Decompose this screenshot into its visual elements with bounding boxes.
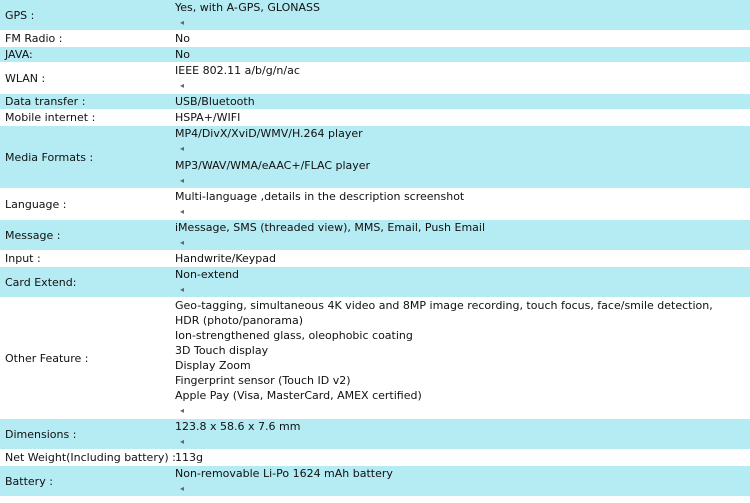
spec-value-line: Non-removable Li-Po 1624 mAh battery [175, 467, 393, 480]
spec-value-group [175, 63, 750, 93]
spec-row [0, 450, 750, 465]
spec-label: Input : [0, 251, 172, 266]
spec-label: Language : [0, 189, 172, 219]
expand-arrow-icon[interactable]: ◂ [180, 207, 185, 216]
spec-row [0, 94, 750, 109]
spec-value-line: iMessage, SMS (threaded view), MMS, Email, Push Email [175, 221, 486, 234]
expand-arrow-icon[interactable]: ◂ [180, 238, 185, 247]
spec-label: Other Feature : [0, 298, 172, 418]
spec-label: Card Extend: [0, 267, 172, 297]
spec-value-group [175, 298, 750, 418]
spec-label: Media Formats : [0, 126, 172, 188]
spec-value [172, 47, 750, 62]
spec-value-line: 123.8 x 58.6 x 7.6 mm [175, 420, 301, 433]
spec-value [172, 63, 750, 93]
spec-value [172, 31, 750, 46]
spec-row [0, 63, 750, 93]
expand-arrow-icon[interactable]: ◂ [180, 18, 185, 27]
spec-value-line: HDR (photo/panorama) [175, 314, 304, 327]
spec-value-line: Multi-language ,details in the description screenshot [175, 190, 465, 203]
spec-row [0, 466, 750, 496]
spec-label: Mobile internet : [0, 110, 172, 125]
spec-row [0, 267, 750, 297]
spec-value-group [175, 47, 750, 62]
spec-value-line: Yes, with A-GPS, GLONASS [175, 1, 321, 14]
spec-row [0, 220, 750, 250]
spec-value-line: Handwrite/Keypad [175, 252, 276, 265]
spec-value [172, 189, 750, 219]
spec-value-group [175, 251, 750, 266]
spec-value-line: Ion-strengthened glass, oleophobic coating [175, 329, 413, 342]
spec-row [0, 189, 750, 219]
spec-value-group [175, 158, 750, 188]
spec-value-line: No [175, 48, 190, 61]
spec-value [172, 0, 750, 30]
spec-value [172, 466, 750, 496]
spec-row [0, 251, 750, 266]
spec-value [172, 220, 750, 250]
spec-value-line: No [175, 32, 190, 45]
spec-value-group [175, 94, 750, 109]
spec-value-group [175, 450, 750, 465]
spec-value-line: Display Zoom [175, 359, 251, 372]
spec-value-line: Apple Pay (Visa, MasterCard, AMEX certified) [175, 389, 422, 402]
spec-value-line: 3D Touch display [175, 344, 269, 357]
spec-row [0, 419, 750, 449]
spec-value-group [175, 267, 750, 297]
spec-value-group [175, 31, 750, 46]
spec-value-line: 113g [175, 451, 203, 464]
expand-arrow-icon[interactable]: ◂ [180, 144, 185, 153]
spec-label: Message : [0, 220, 172, 250]
spec-value-group [175, 419, 750, 449]
spec-value-group [175, 466, 750, 496]
spec-value [172, 450, 750, 465]
spec-row [0, 0, 750, 30]
spec-value-line: MP4/DivX/XviD/WMV/H.264 player [175, 127, 363, 140]
spec-label: FM Radio : [0, 31, 172, 46]
spec-value-line: MP3/WAV/WMA/eAAC+/FLAC player [175, 159, 371, 172]
spec-row [0, 110, 750, 125]
spec-value-group [175, 110, 750, 125]
spec-value-line: Fingerprint sensor (Touch ID v2) [175, 374, 351, 387]
spec-value-group [175, 126, 750, 156]
spec-value-line: Non-extend [175, 268, 240, 281]
expand-arrow-icon[interactable]: ◂ [180, 437, 185, 446]
spec-label: Net Weight(Including battery) : [0, 450, 172, 465]
spec-label: Data transfer : [0, 94, 172, 109]
expand-arrow-icon[interactable]: ◂ [180, 406, 185, 415]
spec-row [0, 298, 750, 418]
spec-value-group [175, 0, 750, 30]
spec-value [172, 267, 750, 297]
spec-value-line: USB/Bluetooth [175, 95, 255, 108]
spec-row [0, 126, 750, 188]
spec-label: WLAN : [0, 63, 172, 93]
spec-label: GPS : [0, 0, 172, 30]
spec-row [0, 31, 750, 46]
spec-value-line: HSPA+/WIFI [175, 111, 241, 124]
expand-arrow-icon[interactable]: ◂ [180, 81, 185, 90]
expand-arrow-icon[interactable]: ◂ [180, 176, 185, 185]
spec-label: Battery : [0, 466, 172, 496]
spec-value-group [175, 189, 750, 219]
spec-label: Dimensions : [0, 419, 172, 449]
spec-value [172, 110, 750, 125]
spec-value [172, 94, 750, 109]
expand-arrow-icon[interactable]: ◂ [180, 285, 185, 294]
spec-label: JAVA: [0, 47, 172, 62]
spec-value [172, 126, 750, 188]
spec-value-group [175, 220, 750, 250]
spec-value [172, 419, 750, 449]
spec-value-line: IEEE 802.11 a/b/g/n/ac [175, 64, 300, 77]
spec-value-line: Geo-tagging, simultaneous 4K video and 8MP image recording, touch focus, face/smile detection, [175, 299, 713, 312]
spec-row [0, 47, 750, 62]
spec-value [172, 298, 750, 418]
spec-value [172, 251, 750, 266]
expand-arrow-icon[interactable]: ◂ [180, 484, 185, 493]
